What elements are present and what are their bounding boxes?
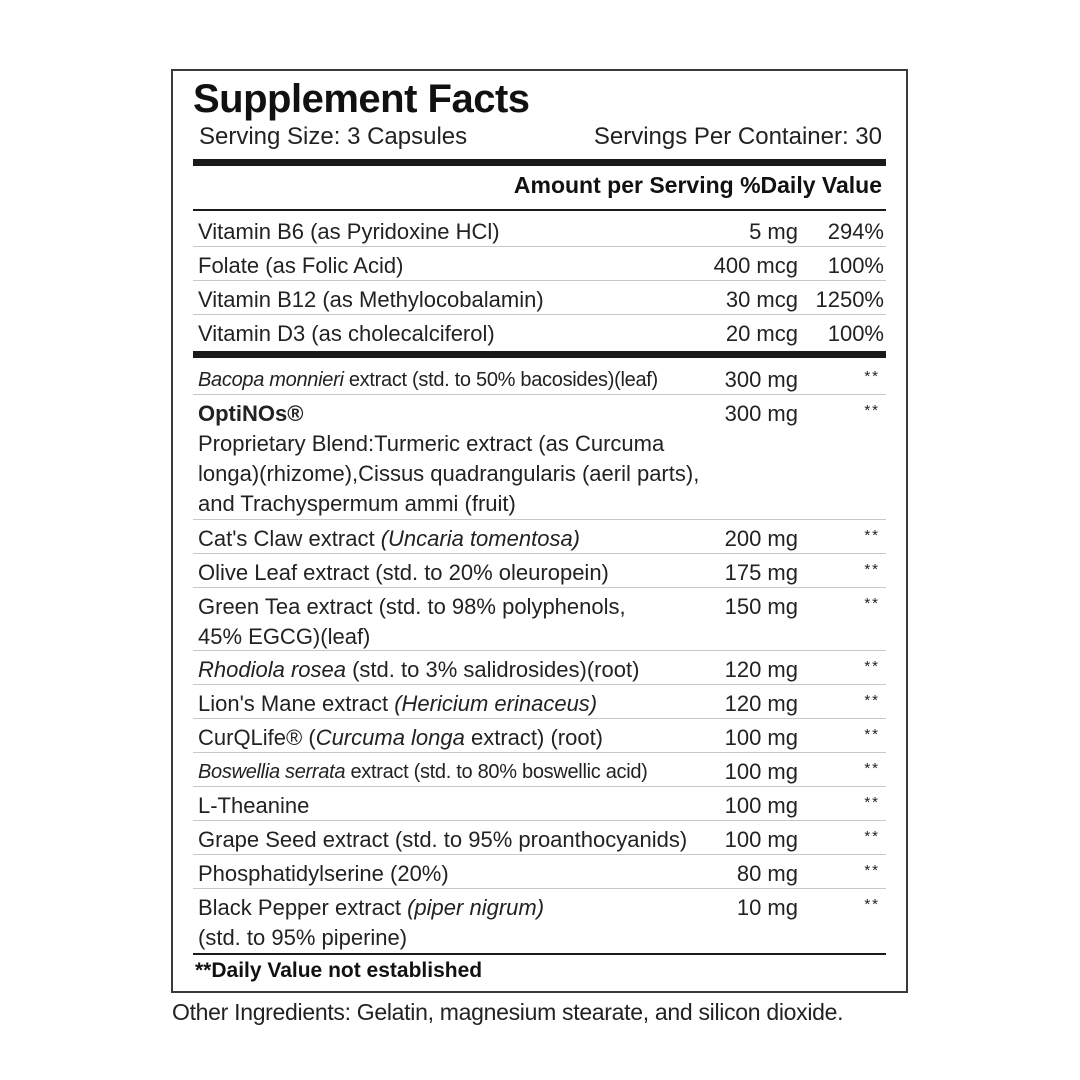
daily-value: **	[864, 794, 880, 811]
ingredient-row-lions-mane	[193, 685, 886, 719]
other-ingredients: Other Ingredients: Gelatin, magnesium stearate, and silicon dioxide.	[172, 999, 844, 1025]
daily-value: 100%	[827, 253, 884, 278]
brand-name: OptiNOs®	[198, 401, 304, 426]
ingredient-amount: 300 mg	[724, 401, 798, 426]
daily-value-footnote: **Daily Value not established	[195, 959, 483, 982]
ingredient-amount: 30 mcg	[725, 287, 798, 312]
daily-value: 1250%	[815, 287, 884, 312]
daily-value: **	[864, 658, 880, 675]
daily-value: **	[864, 527, 880, 544]
vitamin-row	[193, 281, 886, 315]
vitamin-row	[193, 315, 886, 348]
ingredient-name: Black Pepper extract (piper nigrum) (std. to 95% piperine)	[198, 895, 545, 950]
daily-value: **	[864, 760, 880, 777]
daily-value: **	[864, 402, 880, 419]
daily-value: **	[864, 561, 880, 578]
ingredient-row-optinos	[193, 395, 886, 520]
ingredient-amount: 80 mg	[736, 861, 798, 886]
footer-divider	[193, 953, 886, 955]
daily-value: **	[864, 692, 880, 709]
ingredient-name: L-Theanine	[198, 793, 310, 818]
ingredient-row-olive-leaf	[193, 554, 886, 588]
ingredient-name: Folate (as Folic Acid)	[198, 253, 404, 278]
ingredient-amount: 100 mg	[724, 725, 798, 750]
vitamin-row	[193, 247, 886, 281]
servings-per-container: Servings Per Container: 30	[593, 123, 882, 150]
ingredient-row-bacopa	[193, 361, 886, 395]
ingredient-name: CurQLife® (Curcuma longa extract) (root)	[198, 725, 604, 750]
ingredient-row-rhodiola	[193, 651, 886, 685]
ingredient-amount: 150 mg	[724, 594, 798, 619]
ingredient-row-theanine	[193, 787, 886, 821]
ingredient-name: Vitamin D3 (as cholecalciferol)	[198, 321, 495, 346]
ingredient-amount: 175 mg	[724, 560, 798, 585]
ingredient-name: Rhodiola rosea (std. to 3% salidrosides)(root)	[198, 657, 640, 682]
header-divider	[193, 209, 886, 211]
ingredient-name: Vitamin B12 (as Methylocobalamin)	[198, 287, 544, 312]
amount-per-serving-header: Amount per Serving %Daily Value	[513, 172, 882, 198]
ingredient-row-black-pepper	[193, 889, 886, 951]
ingredient-amount: 100 mg	[724, 793, 798, 818]
ingredient-name: Bacopa monnieri extract (std. to 50% bacosides)(leaf)	[198, 369, 658, 391]
ingredient-row-boswellia	[193, 753, 886, 787]
ingredient-row-phosphatidylserine	[193, 855, 886, 889]
serving-size: Serving Size: 3 Capsules	[199, 123, 468, 150]
ingredient-row-grape-seed	[193, 821, 886, 855]
vitamin-row	[193, 213, 886, 247]
ingredient-row-cats-claw	[193, 520, 886, 554]
daily-value: 100%	[827, 321, 884, 346]
ingredient-name: Olive Leaf extract (std. to 20% oleuropein)	[198, 560, 609, 585]
ingredient-name: Boswellia serrata extract (std. to 80% boswellic acid)	[198, 761, 648, 783]
ingredient-name: Green Tea extract (std. to 98% polyphenols, 45% EGCG)(leaf)	[198, 594, 626, 649]
ingredient-amount: 200 mg	[724, 526, 798, 551]
ingredient-amount: 100 mg	[724, 759, 798, 784]
panel-title: Supplement Facts	[193, 77, 530, 121]
daily-value: **	[864, 726, 880, 743]
ingredient-amount: 100 mg	[724, 827, 798, 852]
ingredient-name: Grape Seed extract (std. to 95% proanthocyanids)	[198, 827, 688, 852]
daily-value: **	[864, 595, 880, 612]
ingredient-amount: 20 mcg	[725, 321, 798, 346]
daily-value: **	[864, 862, 880, 879]
thick-divider	[193, 159, 886, 166]
ingredient-name: Lion's Mane extract (Hericium erinaceus)	[198, 691, 598, 716]
daily-value: 294%	[827, 219, 884, 244]
daily-value: **	[864, 828, 880, 845]
ingredient-amount: 300 mg	[724, 367, 798, 392]
ingredient-amount: 10 mg	[736, 895, 798, 920]
supplement-facts-panel	[171, 69, 908, 993]
ingredient-amount: 5 mg	[749, 219, 798, 244]
ingredient-row-green-tea	[193, 588, 886, 651]
ingredient-name: Phosphatidylserine (20%)	[198, 861, 449, 886]
ingredient-name: OptiNOs® Proprietary Blend:Turmeric extract (as Curcuma longa)(rhizome),Cissus quadrangularis (aeril parts), and Trachyspermum ammi (fruit)	[198, 401, 700, 516]
thick-divider	[193, 351, 886, 358]
daily-value: **	[864, 896, 880, 913]
ingredient-amount: 120 mg	[724, 657, 798, 682]
daily-value: **	[864, 368, 880, 385]
ingredient-name: Vitamin B6 (as Pyridoxine HCl)	[198, 219, 500, 244]
ingredient-amount: 400 mcg	[713, 253, 798, 278]
ingredient-row-curqlife	[193, 719, 886, 753]
ingredient-amount: 120 mg	[724, 691, 798, 716]
ingredient-name: Cat's Claw extract (Uncaria tomentosa)	[198, 526, 581, 551]
